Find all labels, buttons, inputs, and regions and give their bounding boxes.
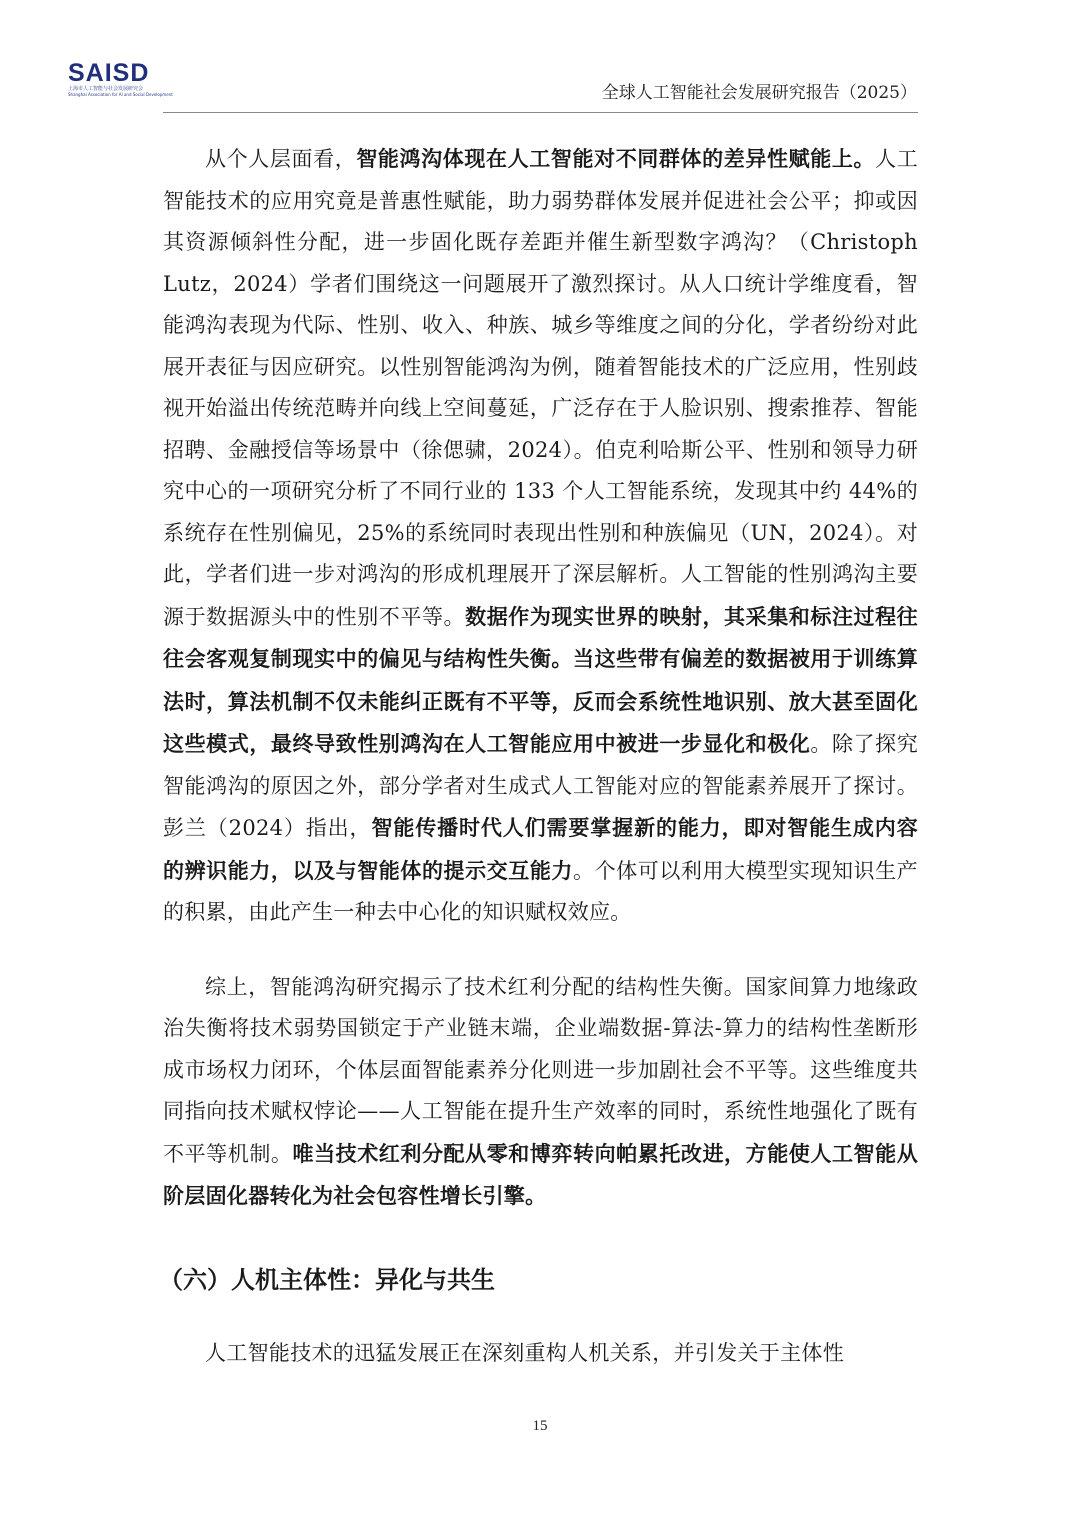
logo: [68, 59, 173, 100]
bold-text-run: 智能传播时代人们需要掌握新的能力，即对智能生成内容的辨识能力，以及与智能体的提示交互能力: [163, 815, 918, 883]
bold-text-run: 智能鸿沟体现在人工智能对不同群体的差异性赋能上。: [356, 146, 876, 171]
section-spacer: [163, 1218, 918, 1260]
logo-subtitle-en: Shanghai Association for AI and Social Development: [68, 92, 173, 97]
logo-subtitle-cn: 上海市人工智能与社会发展研究会: [68, 86, 144, 92]
paragraph-spacer: [163, 934, 918, 967]
logo-mark: SAISD: [68, 59, 150, 87]
paragraph-individual-level: [163, 138, 918, 934]
page-number: 15: [532, 1418, 548, 1434]
text-run: 。个体可以利用大模型实现知识生产的积累，由此产生一种去中心化的知识赋权效应。: [163, 858, 918, 924]
text-run: 综上，智能鸿沟研究揭示了技术红利分配的结构性失衡。国家间算力地缘政治失衡将技术弱势国锁定于产业链末端，企业端数据-算法-算力的结构性垄断形成市场权力闭环，个体层面智能素养分化则进一步加剧社会不平等。这些维度共同指向技术赋权悖论——人工智能在提升生产效率的同时，系统性地强化了既有不平等机制。: [163, 974, 918, 1166]
text-run: 人工智能技术的迅猛发展正在深刻重构人机关系，并引发关于主体性: [205, 1340, 844, 1365]
paragraph-summary: [163, 967, 918, 1218]
text-run: 从个人层面看，: [205, 147, 357, 171]
paragraph-human-machine: [163, 1333, 918, 1375]
bold-text-run: 唯当技术红利分配从零和博弈转向帕累托改进，方能使人工智能从阶层固化器转化为社会包容性增长引擎。: [163, 1140, 918, 1208]
text-run: 人工智能技术的应用究竟是普惠性赋能，助力弱势群体发展并促进社会公平；抑或因其资源倾斜性分配，进一步固化既存差距并催生新型数字鸿沟？（Christoph Lutz，2024）学者们围绕这一问题展开了激烈探讨。从人口统计学维度看，智能鸿沟表现为代际、性别、收入、种族、城乡等维度之间的分化，学者纷纷对此展开表征与因应研究。以性别智能鸿沟为例，随着智能技术的广泛应用，性别歧视开始溢出传统范畴并向线上空间蔓延，广泛存在于人脸识别、搜索推荐、智能招聘、金融授信等场景中（徐偲骕，2024）。伯克利哈斯公平、性别和领导力研究中心的一项研究分析了不同行业的 133 个人工智能系统，发现其中约 44%的系统存在性别偏见，25%的系统同时表现出性别和种族偏见（UN，2024）。对此，学者们进一步对鸿沟的形成机理展开了深层解析。人工智能的性别鸿沟主要源于数据源头中的性别不平等。: [163, 147, 918, 629]
running-header-title: 全球人工智能社会发展研究报告（2025）: [601, 83, 917, 103]
body-content: [159, 138, 919, 1374]
section-heading: （六）人机主体性：异化与共生: [159, 1265, 495, 1294]
header-divider: [163, 112, 918, 113]
bold-text-run: 数据作为现实世界的映射，其采集和标注过程往往会客观复制现实中的偏见与结构性失衡。当这些带有偏差的数据被用于训练算法时，算法机制不仅未能纠正既有不平等，反而会系统性地识别、放大甚至固化这些模式，最终导致性别鸿沟在人工智能应用中被进一步显化和极化: [163, 603, 918, 756]
paragraph-spacer: [163, 1300, 918, 1333]
text-run: 。除了探究智能鸿沟的原因之外，部分学者对生成式人工智能对应的智能素养展开了探讨。彭兰（2024）指出，: [163, 732, 919, 840]
